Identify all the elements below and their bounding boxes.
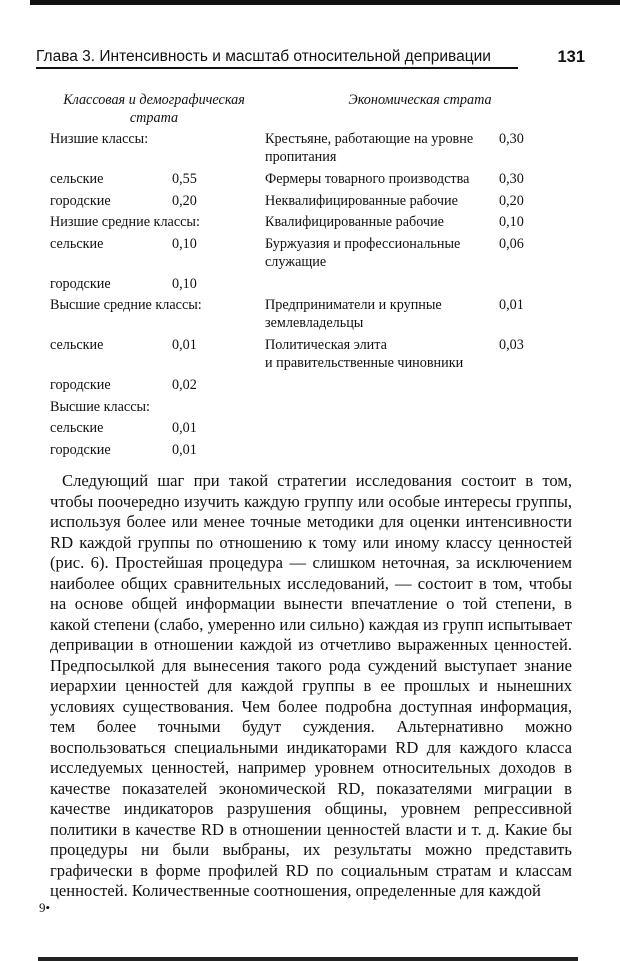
page-number: 131 [557, 48, 585, 66]
top-border [30, 0, 620, 5]
left-row-label: Низшие классы: [50, 131, 149, 147]
right-row-label-line-1: Буржуазия и профессиональные [265, 236, 461, 252]
right-row-value: 0,01 [499, 297, 524, 313]
left-row-value: 0,02 [172, 377, 197, 393]
left-row-label: городские [50, 193, 111, 209]
right-row-label-line-1: Квалифицированные рабочие [265, 214, 444, 230]
left-row-label: сельские [50, 236, 104, 252]
right-row-label-line-2: землевладельцы [265, 315, 364, 331]
left-row-label: городские [50, 276, 111, 292]
left-row-value: 0,01 [172, 442, 197, 458]
right-row-value: 0,03 [499, 337, 524, 353]
right-row-value: 0,30 [499, 171, 524, 187]
right-row-label-line-1: Крестьяне, работающие на уровне [265, 131, 474, 147]
right-row-label-line-1: Политическая элита [265, 337, 387, 353]
right-row-label-line-2: служащие [265, 254, 327, 270]
right-row-label-line-1: Фермеры товарного производства [265, 171, 470, 187]
left-row-value: 0,10 [172, 236, 197, 252]
left-row-label: городские [50, 377, 111, 393]
left-row-value: 0,10 [172, 276, 197, 292]
right-row-value: 0,10 [499, 214, 524, 230]
right-row-label-line-2: и правительственные чиновники [265, 355, 464, 371]
left-row-value: 0,20 [172, 193, 197, 209]
left-row-label: Высшие классы: [50, 399, 150, 415]
signature-mark: 9• [39, 900, 51, 915]
left-row-label: Высшие средние классы: [50, 297, 202, 313]
left-row-value: 0,55 [172, 171, 197, 187]
left-row-label: Низшие средние классы: [50, 214, 200, 230]
right-row-value: 0,30 [499, 131, 524, 147]
left-row-label: городские [50, 442, 111, 458]
left-row-value: 0,01 [172, 337, 197, 353]
right-row-value: 0,06 [499, 236, 524, 252]
left-row-label: сельские [50, 337, 104, 353]
left-row-value: 0,01 [172, 420, 197, 436]
right-column-header: Экономическая страта [348, 92, 492, 108]
right-row-label-line-1: Неквалифицированные рабочие [265, 193, 458, 209]
right-row-value: 0,20 [499, 193, 524, 209]
left-column-header-line-2: страта [129, 110, 179, 126]
header-rule [36, 67, 518, 69]
left-row-label: сельские [50, 420, 104, 436]
right-row-label-line-2: пропитания [265, 149, 337, 165]
bottom-border [38, 957, 578, 961]
body-paragraph: Следующий шаг при такой стратегии исследования состоит в том, чтобы поочередно изучить каждую группу или особые интересы группы, используя более или менее точные методики для оценки интенсивности RD каждой группы по отношению к тому или иному классу ценностей (рис. 6). Простейшая процедура — слишком неточная, за исключением наиболее общих сравнительных исследований, — состоит в том, чтобы на основе общей информации вынести впечатление о той степени, в какой степени (слабо, умеренно или сильно) каждая из групп испытывает депривации в отношении каждой из отчетливо выраженных ценностей. Предпосылкой для вынесения такого рода суждений выступает знание иерархии ценностей для каждой группы в ее прошлых и нынешних условиях существования. Чем более подробна доступная информация, тем более точными будут суждения. Альтернативно можно воспользоваться специальными индикаторами RD для каждого класса исследуемых ценностей, например уровнем относительных доходов в качестве показателей экономической RD, показателями миграции в качестве индикаторов разрушения общины, уровнем репрессивной политики в качестве RD в отношении ценностей власти и т. д. Какие бы процедуры ни были выбраны, их результаты можно представить графически в форме профилей RD по социальным стратам и классам ценностей. Количественные соотношения, определенные для каждой [50, 471, 572, 900]
right-row-label-line-1: Предприниматели и крупные [265, 297, 442, 313]
left-column-header-line-1: Классовая и демографическая [63, 92, 245, 108]
running-head-title: Глава 3. Интенсивность и масштаб относительной депривации [36, 48, 491, 65]
left-row-label: сельские [50, 171, 104, 187]
